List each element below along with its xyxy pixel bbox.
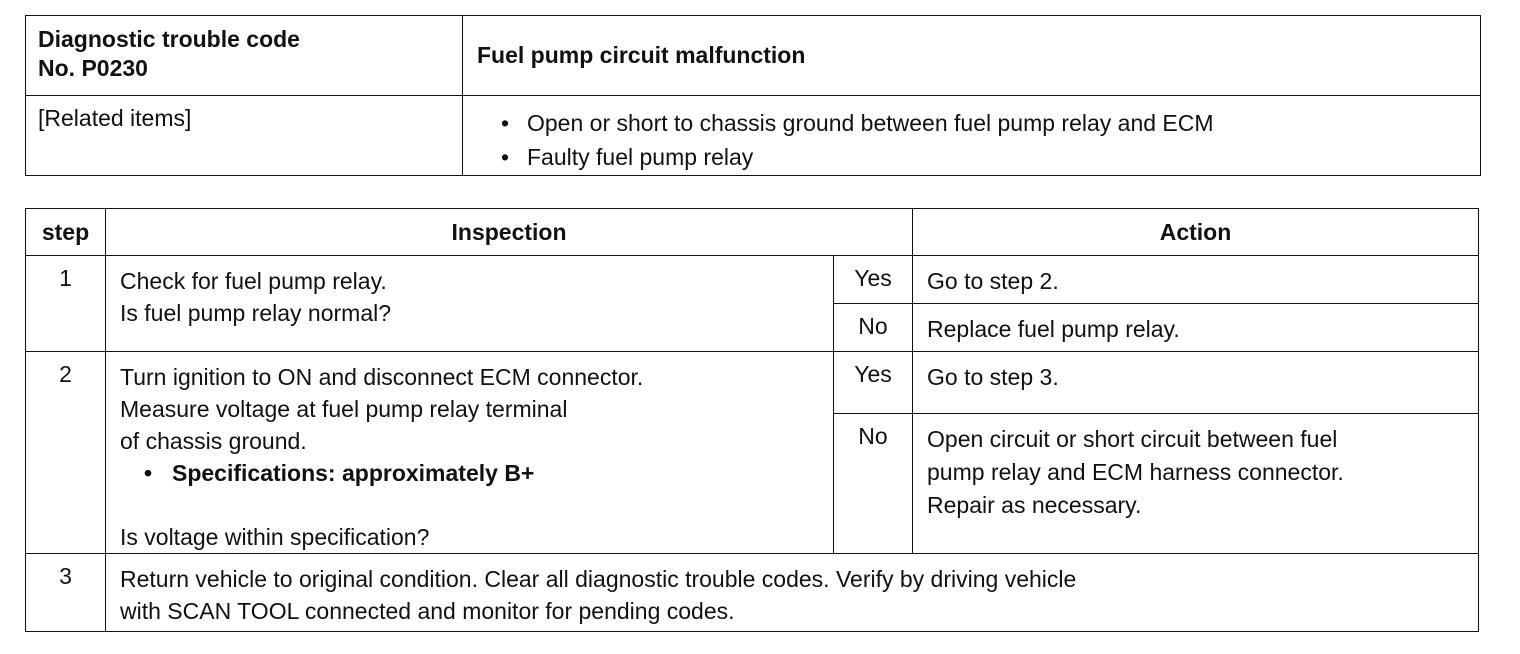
inspection-line: of chassis ground.	[120, 428, 307, 454]
inspection-question: Is voltage within specification?	[120, 524, 430, 550]
yes-label: Yes	[834, 352, 913, 414]
related-items-list-cell	[463, 96, 1481, 176]
no-action: Replace fuel pump relay.	[913, 304, 1479, 352]
instruction-line: with SCAN TOOL connected and monitor for pending codes.	[120, 598, 735, 624]
dtc-title-cell	[463, 16, 1481, 96]
step-number: 1	[26, 256, 106, 352]
step-3-instructions	[106, 554, 1479, 632]
no-action	[913, 413, 1479, 553]
related-item-text: Faulty fuel pump relay	[527, 144, 754, 170]
related-item	[501, 140, 1480, 174]
spacer	[120, 489, 819, 521]
inspection-question: Is fuel pump relay normal?	[120, 300, 392, 326]
bullet-icon: •	[501, 144, 510, 170]
step-number: 2	[26, 352, 106, 554]
step-2-yes-row	[26, 352, 1479, 414]
step-1-inspection	[106, 256, 834, 352]
inspection-line: Measure voltage at fuel pump relay terminal	[120, 396, 568, 422]
no-label: No	[834, 304, 913, 352]
no-action-line: Open circuit or short circuit between fuel	[927, 425, 1338, 452]
dtc-code-cell	[26, 16, 463, 96]
step-number: 3	[26, 554, 106, 632]
inspection-line: Turn ignition to ON and disconnect ECM connector.	[120, 364, 644, 390]
yes-action: Go to step 3.	[913, 352, 1479, 414]
step-1-yes-row	[26, 256, 1479, 304]
related-item-text: Open or short to chassis ground between fuel pump relay and ECM	[527, 110, 1214, 136]
step-2-inspection	[106, 352, 834, 554]
bullet-icon: •	[144, 460, 153, 486]
bullet-icon: •	[501, 110, 510, 136]
action-column-header: Action	[913, 209, 1479, 256]
step-3-row	[26, 554, 1479, 632]
specification-text: Specifications: approximately B+	[172, 460, 535, 486]
dtc-header-row	[26, 16, 1481, 96]
no-label: No	[834, 413, 913, 553]
related-items-row	[26, 96, 1481, 176]
related-items-label-cell	[26, 96, 463, 176]
related-items-list	[463, 96, 1480, 175]
yes-action: Go to step 2.	[913, 256, 1479, 304]
no-action-line: Repair as necessary.	[927, 491, 1142, 518]
instruction-line: Return vehicle to original condition. Clear all diagnostic trouble codes. Verify by driving vehicle	[120, 566, 1077, 592]
related-items-label: [Related items]	[38, 105, 192, 131]
dtc-code-number: No. P0230	[38, 55, 148, 81]
related-item	[501, 106, 1480, 140]
yes-label: Yes	[834, 256, 913, 304]
dtc-header-table	[25, 15, 1481, 176]
dtc-code-label: Diagnostic trouble code	[38, 26, 300, 52]
specification	[120, 457, 819, 489]
no-action-line: pump relay and ECM harness connector.	[927, 458, 1344, 485]
inspection-column-header: Inspection	[106, 209, 913, 256]
step-column-header: step	[26, 209, 106, 256]
inspection-line: Check for fuel pump relay.	[120, 268, 387, 294]
table-header-row	[26, 209, 1479, 256]
inspection-steps-table	[25, 208, 1479, 632]
dtc-title: Fuel pump circuit malfunction	[477, 42, 806, 68]
